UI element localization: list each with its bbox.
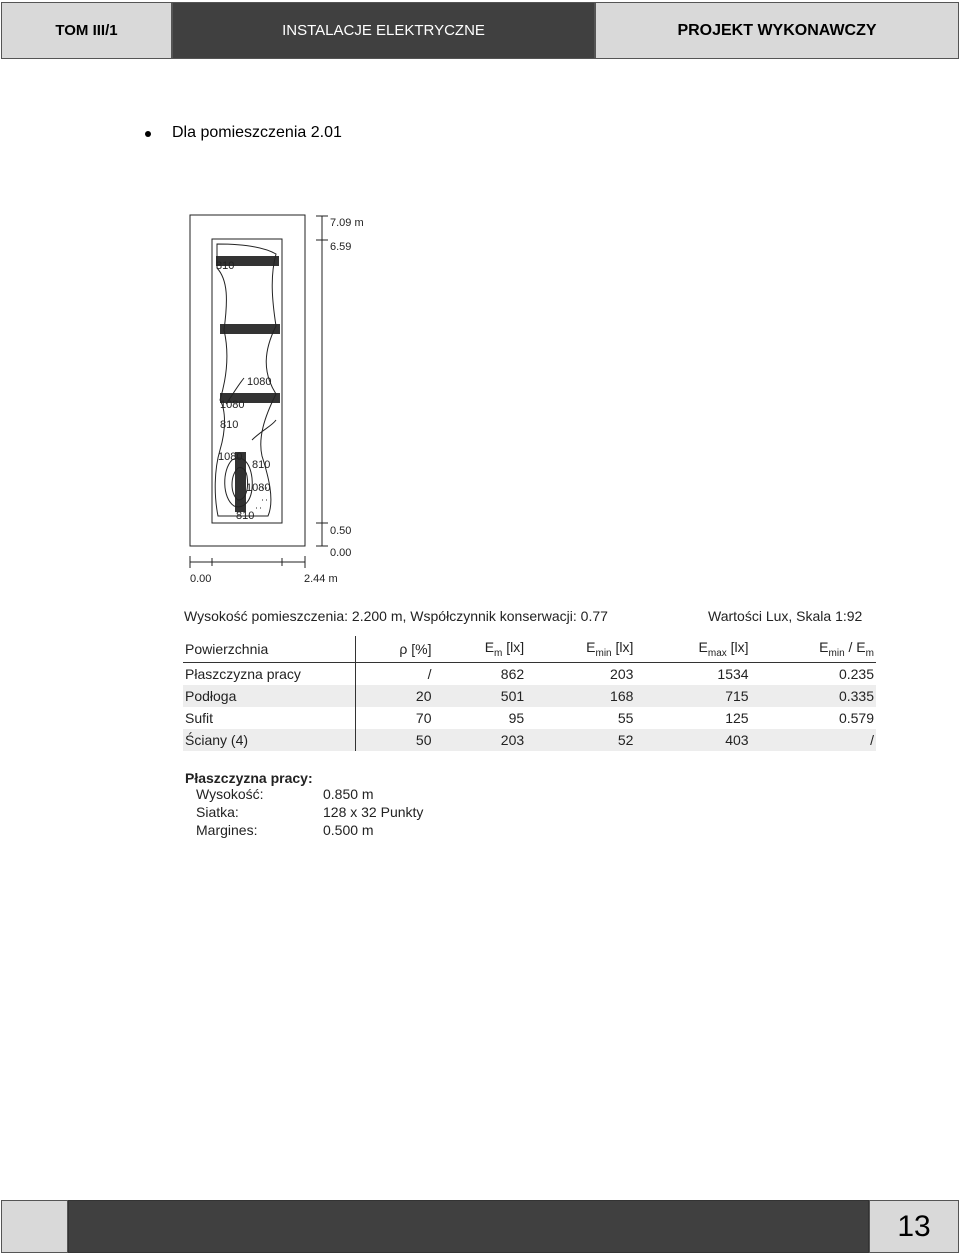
workplane-title: Płaszczyzna pracy: — [185, 770, 313, 786]
table-row: Płaszczyzna pracy / 862 203 1534 0.235 — [183, 663, 876, 686]
list-item: Margines: 0.500 m — [196, 822, 374, 838]
luminaire-2 — [220, 324, 280, 334]
list-item: Siatka: 128 x 32 Punkty — [196, 804, 424, 820]
workplane-section — [185, 770, 423, 840]
table-header-row — [183, 636, 876, 663]
dim-label-left: 0.00 — [190, 573, 212, 585]
col-ratio: $E_{min} / E_m$ — [819, 639, 874, 659]
header-stage-text: PROJEKT WYKONAWCZY — [677, 21, 877, 39]
illuminance-table — [183, 636, 876, 751]
room-plan — [0, 0, 960, 600]
room-info: Wysokość pomieszczenia: 2.200 m, Współczynnik konserwacji: 0.77 — [184, 608, 608, 624]
page-number-text: 13 — [897, 1209, 931, 1243]
contour-label: 810 — [252, 459, 271, 471]
contour-label: 810 — [216, 260, 235, 272]
contour-label: 1080 — [218, 451, 243, 463]
scale-info: Wartości Lux, Skala 1:92 — [708, 608, 863, 624]
footer-bar — [68, 1200, 869, 1253]
contour-label: 1080 — [247, 376, 272, 388]
table-row: Ściany (4) 50 203 52 403 / — [183, 729, 876, 751]
contour-label: 1080 — [246, 482, 271, 494]
col-rho: ρ [%] — [399, 641, 432, 657]
header-volume-text: TOM III/1 — [55, 22, 118, 39]
contour-label: 810 — [220, 419, 239, 431]
contour-label: 810 — [236, 510, 255, 522]
footer-left-block — [1, 1200, 68, 1253]
col-emax: $E_{max}$ [lx] — [698, 639, 749, 659]
col-emin: $E_{min}$ [lx] — [586, 639, 634, 659]
table-row: Sufit 70 95 55 125 0.579 — [183, 707, 876, 729]
table-row: Podłoga 20 501 168 715 0.335 — [183, 685, 876, 707]
list-item: Wysokość: 0.850 m — [196, 786, 374, 802]
page-number — [869, 1200, 959, 1253]
col-em: $E_m$ [lx] — [484, 639, 525, 659]
dim-label-bottom: 0.00 — [330, 547, 352, 559]
col-surface: Powierzchnia — [183, 636, 356, 663]
dim-label-workplane-top: 6.59 — [330, 241, 352, 253]
dim-label-top: 7.09 m — [330, 217, 364, 229]
dim-label-right: 2.44 m — [304, 573, 338, 585]
section-title: Dla pomieszczenia 2.01 — [172, 124, 342, 141]
header-discipline-text: INSTALACJE ELEKTRYCZNE — [282, 22, 485, 39]
contour-label: 1080 — [220, 399, 245, 411]
dim-label-workplane-bottom: 0.50 — [330, 525, 352, 537]
